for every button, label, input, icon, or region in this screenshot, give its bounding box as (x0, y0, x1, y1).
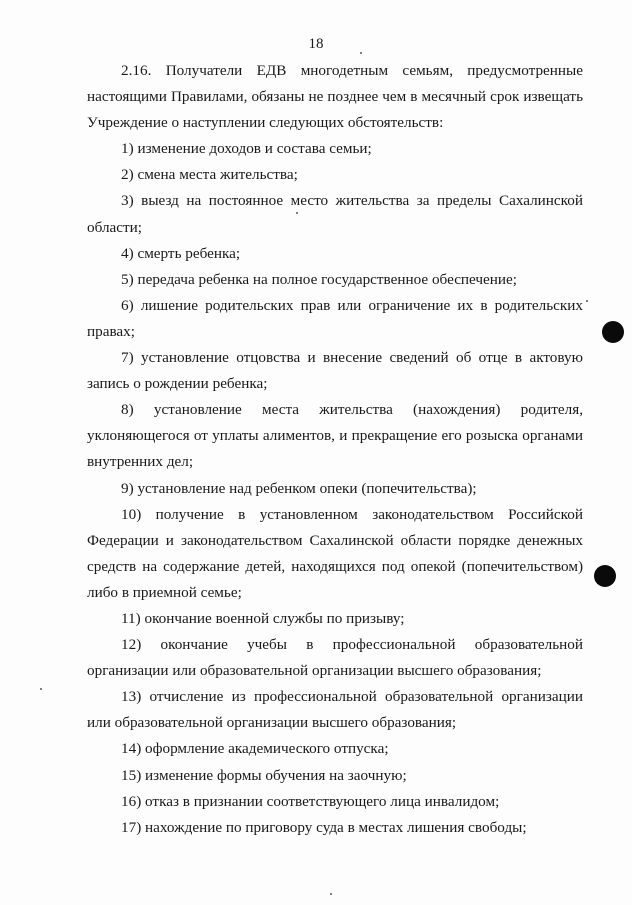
scan-speck (40, 688, 42, 690)
list-item-1: 1) изменение доходов и состава семьи; (121, 140, 372, 158)
list-item-11: 11) окончание военной службы по призыву; (121, 609, 405, 627)
scan-speck (360, 52, 362, 54)
list-item-14: 14) оформление академического отпуска; (121, 740, 389, 758)
list-item-9: 9) установление над ребенком опеки (попечительства); (121, 479, 477, 497)
document-body (87, 58, 583, 841)
scan-speck (330, 893, 332, 895)
list-item-4: 4) смерть ребенка; (121, 244, 241, 262)
list-item-8: 8) установление места жительства (нахождения) родителя, уклоняющегося от уплаты алиментов, и прекращение его розыска органами внутренних дел; (87, 401, 583, 471)
paragraph-2-16: 2.16. Получатели ЕДВ многодетным семьям, предусмотренные настоящими Правилами, обязаны не позднее чем в месячный срок извещать Учреждение о наступлении следующих обстоятельств: (87, 62, 583, 132)
list-item-16: 16) отказ в признании соответствующего лица инвалидом; (121, 792, 500, 810)
list-item-15: 15) изменение формы обучения на заочную; (121, 766, 407, 784)
list-item-2: 2) смена места жительства; (121, 166, 298, 184)
punch-hole-mark (594, 565, 616, 587)
list-item-17: 17) нахождение по приговору суда в местах лишения свободы; (121, 818, 527, 836)
list-item-7: 7) установление отцовства и внесение сведений об отце в актовую запись о рождении ребенка; (87, 349, 583, 393)
list-item-3: 3) выезд на постоянное место жительства за пределы Сахалинской области; (87, 192, 583, 236)
list-item-12: 12) окончание учебы в профессиональной образовательной организации или образовательной организации высшего образования; (87, 636, 583, 680)
scan-speck (296, 212, 298, 214)
list-item-6: 6) лишение родительских прав или ограничение их в родительских правах; (87, 296, 583, 340)
list-item-13: 13) отчисление из профессиональной образовательной организации или образовательной организации высшего образования; (87, 688, 583, 732)
punch-hole-mark (602, 321, 624, 343)
page-number: 18 (308, 36, 324, 52)
list-item-10: 10) получение в установленном законодательством Российской Федерации и законодательством Сахалинской области порядке денежных средств на содержание детей, находящихся под опекой (попечительством) либо в приемной семье; (87, 505, 583, 601)
scan-speck (586, 300, 588, 302)
list-item-5: 5) передача ребенка на полное государственное обеспечение; (121, 270, 518, 288)
